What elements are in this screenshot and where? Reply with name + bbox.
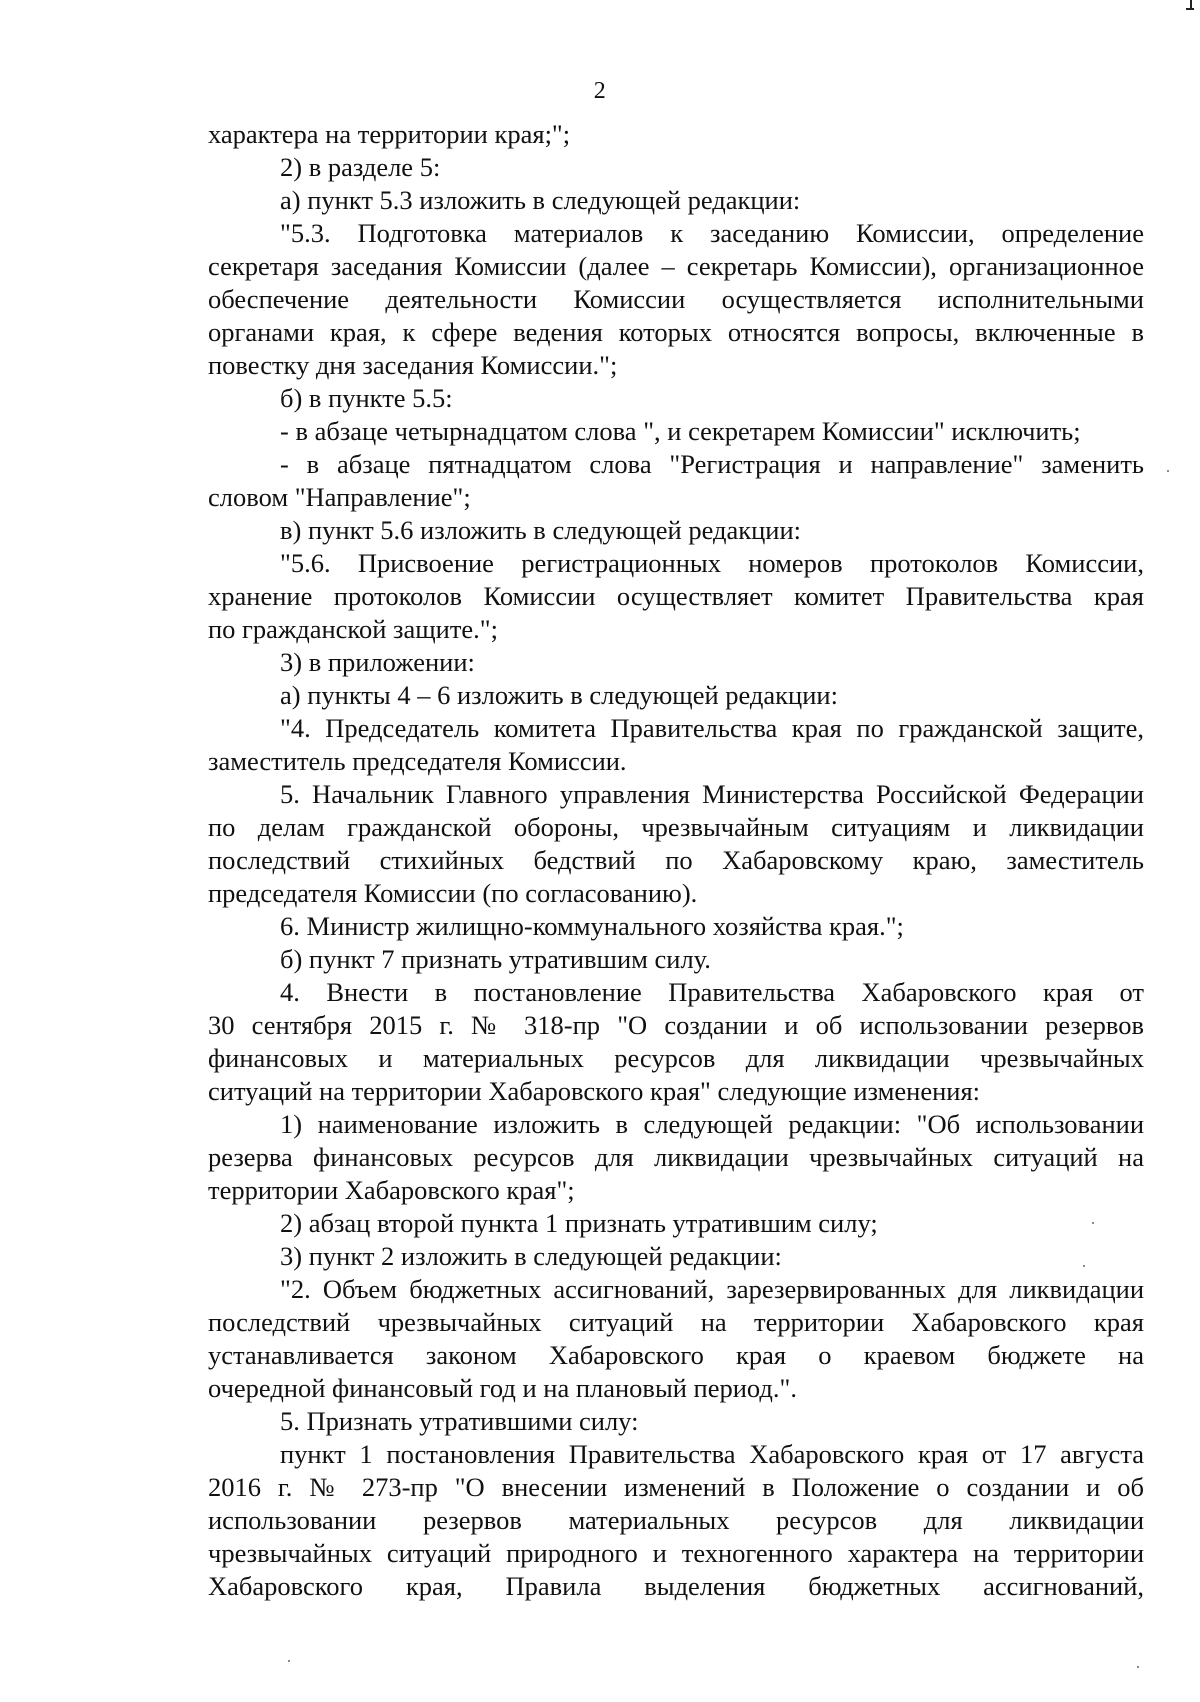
text-line: а) пункт 5.3 изложить в следующей редакции:	[280, 185, 801, 215]
text-line: Хабаровского края, Правила выделения бюджетных ассигнований,	[208, 1571, 1144, 1601]
text-line: пункт 1 постановления Правительства Хабаровского края от 17 августа	[280, 1439, 1144, 1469]
text-line: последствий чрезвычайных ситуаций на территории Хабаровского края	[208, 1307, 1144, 1337]
text-line: а) пункты 4 – 6 изложить в следующей редакции:	[280, 680, 838, 710]
text-line: по делам гражданской обороны, чрезвычайным ситуациям и ликвидации	[208, 812, 1144, 842]
text-line: 5. Начальник Главного управления Министерства Российской Федерации	[280, 779, 1144, 809]
text-line: последствий стихийных бедствий по Хабаровскому краю, заместитель	[208, 845, 1144, 875]
text-line: в) пункт 5.6 изложить в следующей редакции:	[280, 515, 802, 545]
text-line: председателя Комиссии (по согласованию).	[208, 878, 698, 908]
text-line: чрезвычайных ситуаций природного и техногенного характера на территории	[208, 1538, 1144, 1568]
text-line: по гражданской защите.";	[208, 614, 498, 644]
scan-corner-tick	[1186, 8, 1194, 10]
text-line: резерва финансовых ресурсов для ликвидации чрезвычайных ситуаций на	[208, 1142, 1144, 1172]
text-line: "5.3. Подготовка материалов к заседанию Комиссии, определение	[280, 218, 1144, 248]
scan-speck	[1167, 470, 1169, 472]
text-line: б) пункт 7 признать утратившим силу.	[280, 944, 711, 974]
text-line: ситуаций на территории Хабаровского края" следующие изменения:	[208, 1076, 981, 1106]
text-line: 2) в разделе 5:	[280, 152, 441, 182]
scan-speck	[1083, 1265, 1085, 1267]
text-line: "4. Председатель комитета Правительства края по гражданской защите,	[280, 713, 1144, 743]
text-line: "5.6. Присвоение регистрационных номеров протоколов Комиссии,	[280, 548, 1144, 578]
text-line: использовании резервов материальных ресурсов для ликвидации	[208, 1505, 1144, 1535]
scan-speck	[1137, 1666, 1139, 1668]
text-line: финансовых и материальных ресурсов для ликвидации чрезвычайных	[208, 1043, 1144, 1073]
text-line: 6. Министр жилищно-коммунального хозяйства края.";	[280, 911, 904, 941]
text-line: 1) наименование изложить в следующей редакции: "Об использовании	[280, 1109, 1144, 1139]
text-line: заместитель председателя Комиссии.	[208, 746, 627, 776]
text-line: 2016 г. № 273-пр "О внесении изменений в Положение о создании и об	[208, 1472, 1144, 1502]
text-line: 3) пункт 2 изложить в следующей редакции:	[280, 1241, 782, 1271]
scan-speck	[1092, 1222, 1094, 1224]
page-number: 2	[593, 78, 607, 104]
text-line: 4. Внести в постановление Правительства Хабаровского края от	[280, 977, 1144, 1007]
text-line: - в абзаце четырнадцатом слова ", и секретарем Комиссии" исключить;	[280, 416, 1081, 446]
text-line: характера на территории края;";	[208, 119, 571, 149]
text-line: 5. Признать утратившими силу:	[280, 1406, 639, 1436]
text-line: органами края, к сфере ведения которых относятся вопросы, включенные в	[208, 317, 1144, 347]
document-body	[208, 118, 1144, 1603]
text-line: секретаря заседания Комиссии (далее – секретарь Комиссии), организационное	[208, 251, 1144, 281]
text-line: обеспечение деятельности Комиссии осуществляется исполнительными	[208, 284, 1144, 314]
text-line: очередной финансовый год и на плановый период.".	[208, 1373, 797, 1403]
text-line: б) в пункте 5.5:	[280, 383, 453, 413]
text-line: территории Хабаровского края";	[208, 1175, 575, 1205]
text-line: 2) абзац второй пункта 1 признать утратившим силу;	[280, 1208, 878, 1238]
text-line: повестку дня заседания Комиссии.";	[208, 350, 618, 380]
text-line: "2. Объем бюджетных ассигнований, зарезервированных для ликвидации	[280, 1274, 1144, 1304]
text-line: словом "Направление";	[208, 482, 471, 512]
text-line: 30 сентября 2015 г. № 318-пр "О создании и об использовании резервов	[208, 1010, 1144, 1040]
text-line: 3) в приложении:	[280, 647, 475, 677]
text-line: хранение протоколов Комиссии осуществляет комитет Правительства края	[208, 581, 1144, 611]
text-line: устанавливается законом Хабаровского края о краевом бюджете на	[208, 1340, 1144, 1370]
scan-speck	[288, 1660, 290, 1662]
text-line: - в абзаце пятнадцатом слова "Регистрация и направление" заменить	[280, 449, 1144, 479]
